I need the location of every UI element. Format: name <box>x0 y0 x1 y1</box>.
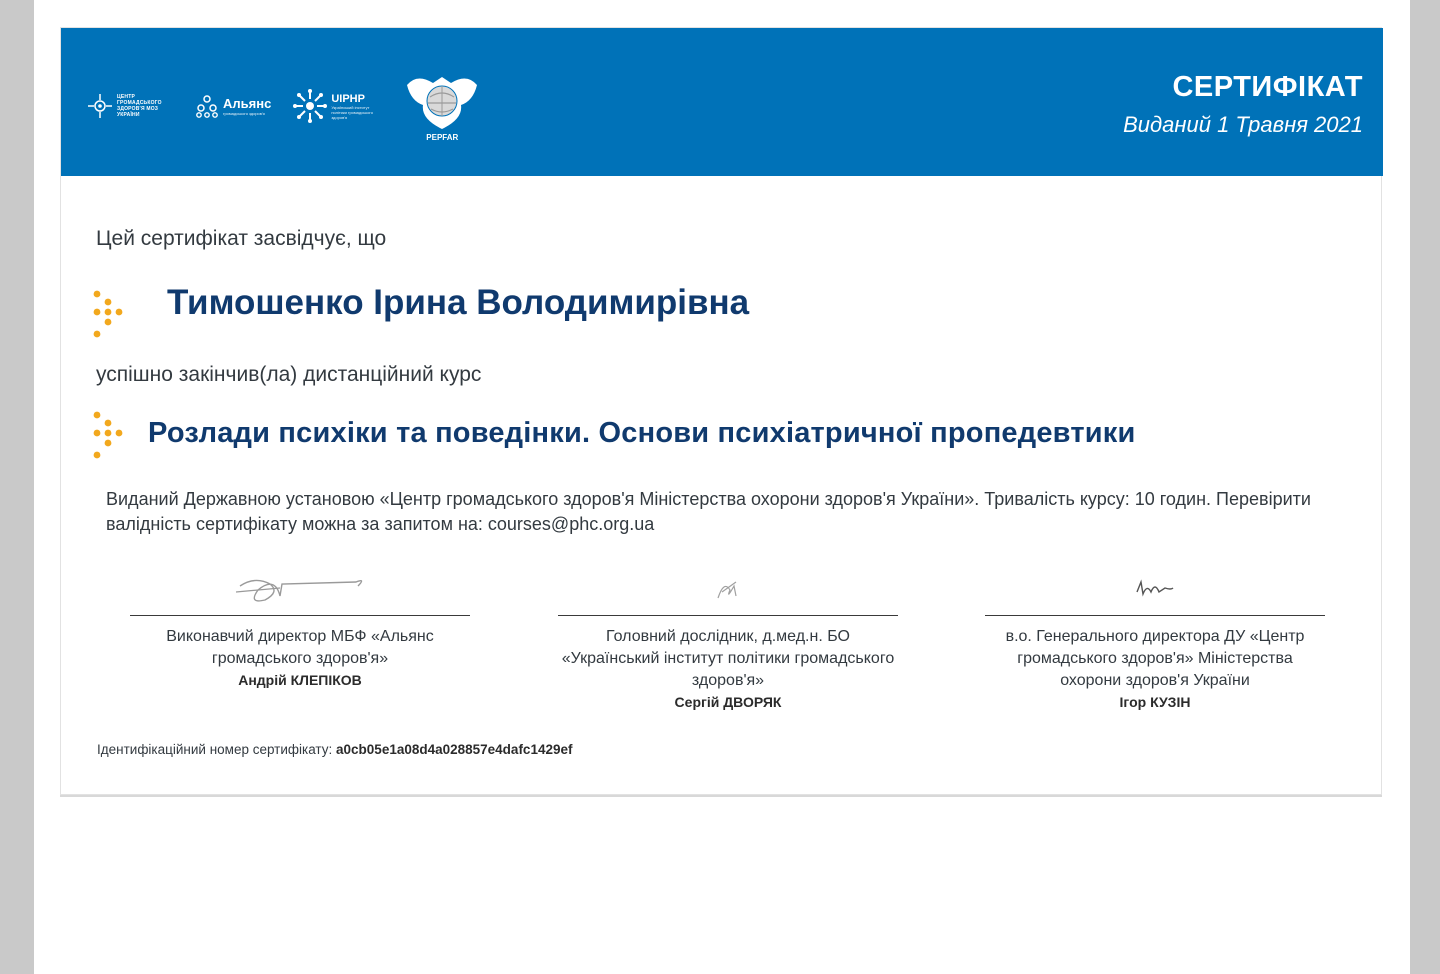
signatory-name: Ігор КУЗІН <box>1119 694 1191 710</box>
certificate-page <box>60 27 1382 795</box>
alliance-logo-name: Альянс <box>223 96 272 111</box>
intro-text: Цей сертифікат засвідчує, що <box>96 227 387 250</box>
alliance-logo-icon <box>195 94 219 118</box>
signature-block-klepikov <box>130 568 470 688</box>
completion-text: успішно закінчив(ла) дистанційний курс <box>96 363 482 386</box>
signatory-role: в.о. Генерального директора ДУ «Центр громадського здоров'я» Міністерства охорони здоров'я України <box>1005 628 1305 689</box>
pepfar-logo-caption: PEPFAR <box>426 132 459 142</box>
name-dots-icon <box>91 290 125 342</box>
certificate-id <box>97 742 572 757</box>
pepfar-eagle-seal-icon <box>403 71 481 135</box>
signature-block-kuzin <box>985 568 1325 710</box>
signatory-name: Андрій КЛЕПІКОВ <box>238 672 362 688</box>
course-description: Виданий Державною установою «Центр громадського здоров'я Міністерства охорони здоров'я України». Тривалість курсу: 10 годин. Перевірити валідність сертифікату можна за запитом на: courses@phc.org.ua <box>106 489 1311 534</box>
course-dots-icon <box>91 411 125 463</box>
phc-logo-icon <box>87 93 113 119</box>
uiphp-logo-name: UIPHP <box>331 92 365 105</box>
signature-scribble <box>558 568 898 610</box>
partner-logos <box>87 66 481 146</box>
certificate-banner <box>61 28 1383 176</box>
alliance-logo <box>195 94 271 118</box>
right-margin <box>1410 0 1440 974</box>
signature-scribble <box>130 568 470 610</box>
phc-logo <box>87 93 173 119</box>
recipient-name: Тимошенко Ірина Володимирівна <box>167 283 750 322</box>
alliance-logo-caption: громадського здоров'я <box>223 111 265 116</box>
uiphp-logo <box>293 89 381 123</box>
certificate-id-label: Ідентифікаційний номер сертифікату: <box>97 742 333 757</box>
left-margin <box>0 0 34 974</box>
uiphp-logo-icon <box>293 89 327 123</box>
signatory-role: Головний дослідник, д.мед.н. БО «Український інститут політики громадського здоров'я» <box>561 628 895 689</box>
phc-logo-caption: ЦЕНТР ГРОМАДСЬКОГО ЗДОРОВ'Я МОЗ УКРАЇНИ <box>117 94 162 118</box>
issue-date: Виданий 1 Травня 2021 <box>1123 112 1363 137</box>
pepfar-logo <box>403 71 481 142</box>
signatory-name: Сергій ДВОРЯК <box>674 694 782 710</box>
signature-line <box>130 615 470 616</box>
signatory-role: Виконавчий директор МБФ «Альянс громадського здоров'я» <box>166 628 434 667</box>
certificate-id-value: a0cb05e1a08d4a028857e4dafc1429ef <box>336 742 573 757</box>
course-title: Розлади психіки та поведінки. Основи психіатричної пропедевтики <box>148 417 1136 449</box>
signature-scribble <box>985 568 1325 610</box>
signature-line <box>558 615 898 616</box>
uiphp-logo-caption: Український інститут політики громадського здоров'я <box>331 104 373 120</box>
certificate-title: СЕРТИФІКАТ <box>1172 71 1363 103</box>
signature-line <box>985 615 1325 616</box>
signature-block-dvoriak <box>558 568 898 710</box>
